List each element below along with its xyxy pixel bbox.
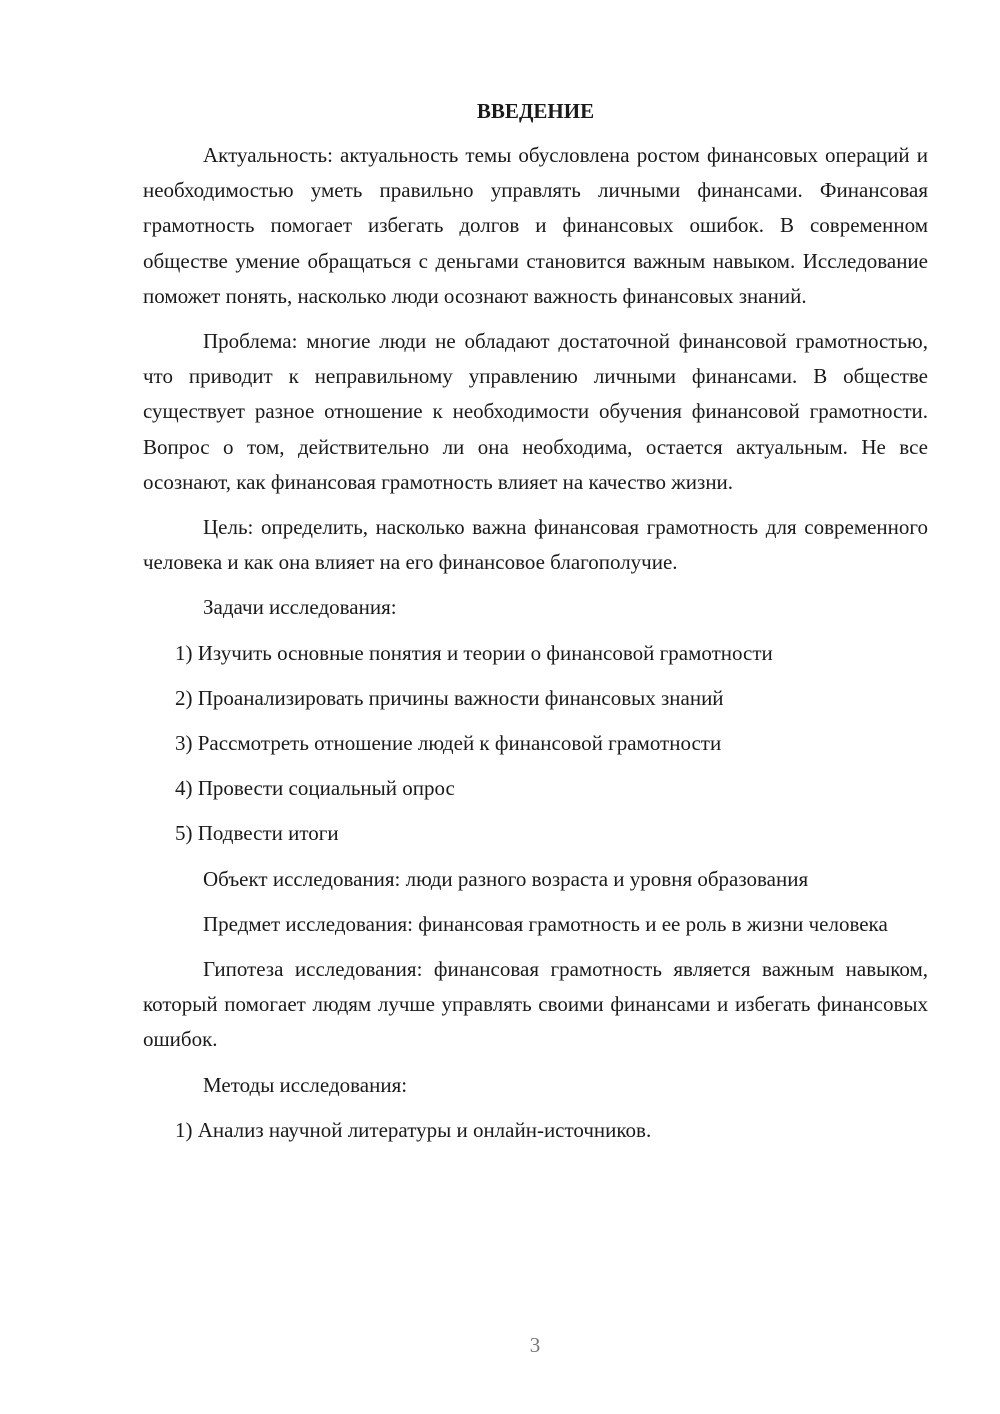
list-item: 4) Провести социальный опрос [175, 776, 455, 801]
section-heading: ВВЕДЕНИЕ [476, 99, 595, 123]
methods-list [143, 1113, 928, 1148]
list-item: 2) Проанализировать причины важности финансовых знаний [175, 685, 724, 710]
list-item: 5) Подвести итоги [175, 821, 339, 846]
methods-title: Методы исследования: [203, 1072, 408, 1097]
list-item: 1) Анализ научной литературы и онлайн-источников. [175, 1117, 652, 1142]
page-number: 3 [529, 1333, 541, 1357]
list-item: 1) Изучить основные понятия и теории о финансовой грамотности [175, 640, 773, 665]
hypothesis-paragraph: Гипотеза исследования: финансовая грамотность является важным навыком, который помогает людям лучше управлять своими финансами и избегать финансовых ошибок. [143, 957, 928, 1052]
subject-paragraph: Предмет исследования: финансовая грамотность и ее роль в жизни человека [203, 911, 888, 936]
page-content [143, 96, 928, 1158]
problem-paragraph: Проблема: многие люди не обладают достаточной финансовой грамотностью, что приводит к неправильному управлению личными финансами. В обществе существует разное отношение к необходимости обучения финансовой грамотности. Вопрос о том, действительно ли она необходима, остается актуальным. Не все осознают, как финансовая грамотность влияет на качество жизни. [143, 329, 928, 494]
goal-paragraph: Цель: определить, насколько важна финансовая грамотность для современного человека и как она влияет на его финансовое благополучие. [143, 515, 928, 575]
tasks-list [143, 636, 928, 852]
list-item: 3) Рассмотреть отношение людей к финансовой грамотности [175, 731, 722, 756]
object-paragraph: Объект исследования: люди разного возраста и уровня образования [203, 866, 809, 891]
relevance-paragraph: Актуальность: актуальность темы обусловлена ростом финансовых операций и необходимостью уметь правильно управлять личными финансами. Финансовая грамотность помогает избегать долгов и финансовых ошибок. В современном обществе умение обращаться с деньгами становится важным навыком. Исследование поможет понять, насколько люди осознают важность финансовых знаний. [143, 143, 928, 308]
tasks-title: Задачи исследования: [203, 595, 397, 620]
